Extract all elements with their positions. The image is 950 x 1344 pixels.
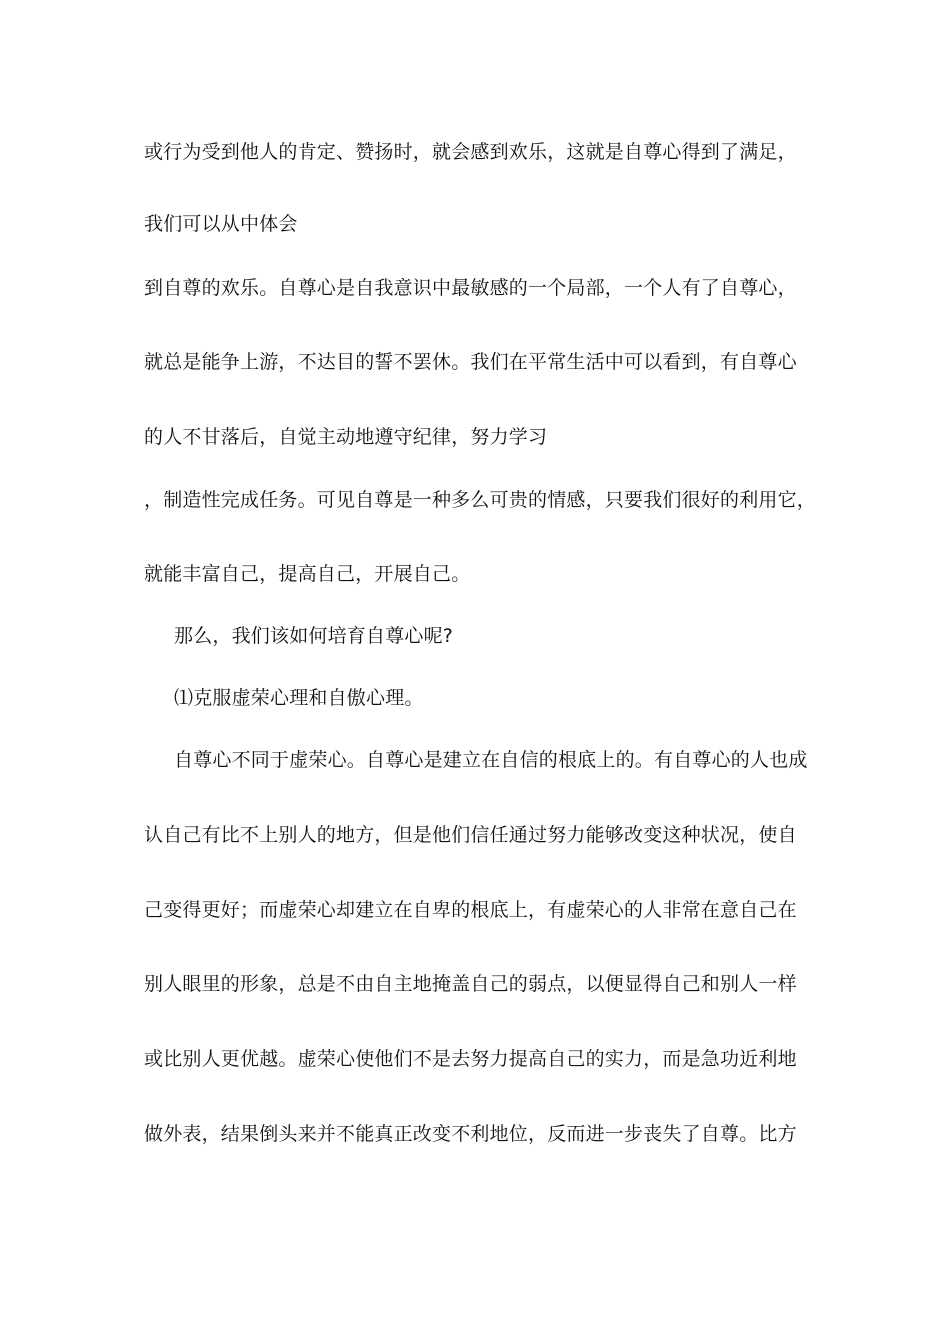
text-line: 己变得更好；而虚荣心却建立在自卑的根底上，有虚荣心的人非常在意自己在 [144,899,797,921]
text-line: 或行为受到他人的肯定、赞扬时，就会感到欢乐，这就是自尊心得到了满足， [144,141,797,163]
text-line: 就能丰富自己，提高自己，开展自己。 [144,563,471,585]
text-line: 到自尊的欢乐。自尊心是自我意识中最敏感的一个局部，一个人有了自尊心， [144,277,797,299]
text-line: 别人眼里的形象，总是不由自主地掩盖自己的弱点，以便显得自己和别人一样 [144,973,797,995]
text-line: 或比别人更优越。虚荣心使他们不是去努力提高自己的实力，而是急功近利地 [144,1048,797,1070]
text-line: 我们可以从中体会 [144,213,298,235]
text-line: ，制造性完成任务。可见自尊是一种多么可贵的情感，只要我们很好的利用它， [144,489,817,511]
text-line: 就总是能争上游，不达目的誓不罢休。我们在平常生活中可以看到，有自尊心 [144,351,797,373]
text-line: 自尊心不同于虚荣心。自尊心是建立在自信的根底上的。有自尊心的人也成 [174,749,808,771]
text-line: 做外表，结果倒头来并不能真正改变不利地位，反而进一步丧失了自尊。比方 [144,1123,797,1145]
section-heading: ⑴克服虚荣心理和自傲心理。 [174,687,424,709]
paragraph-heading: 那么，我们该如何培育自尊心呢? [174,625,454,647]
text-line: 认自己有比不上别人的地方，但是他们信任通过努力能够改变这种状况，使自 [144,824,797,846]
text-line: 的人不甘落后，自觉主动地遵守纪律，努力学习 [144,426,548,448]
